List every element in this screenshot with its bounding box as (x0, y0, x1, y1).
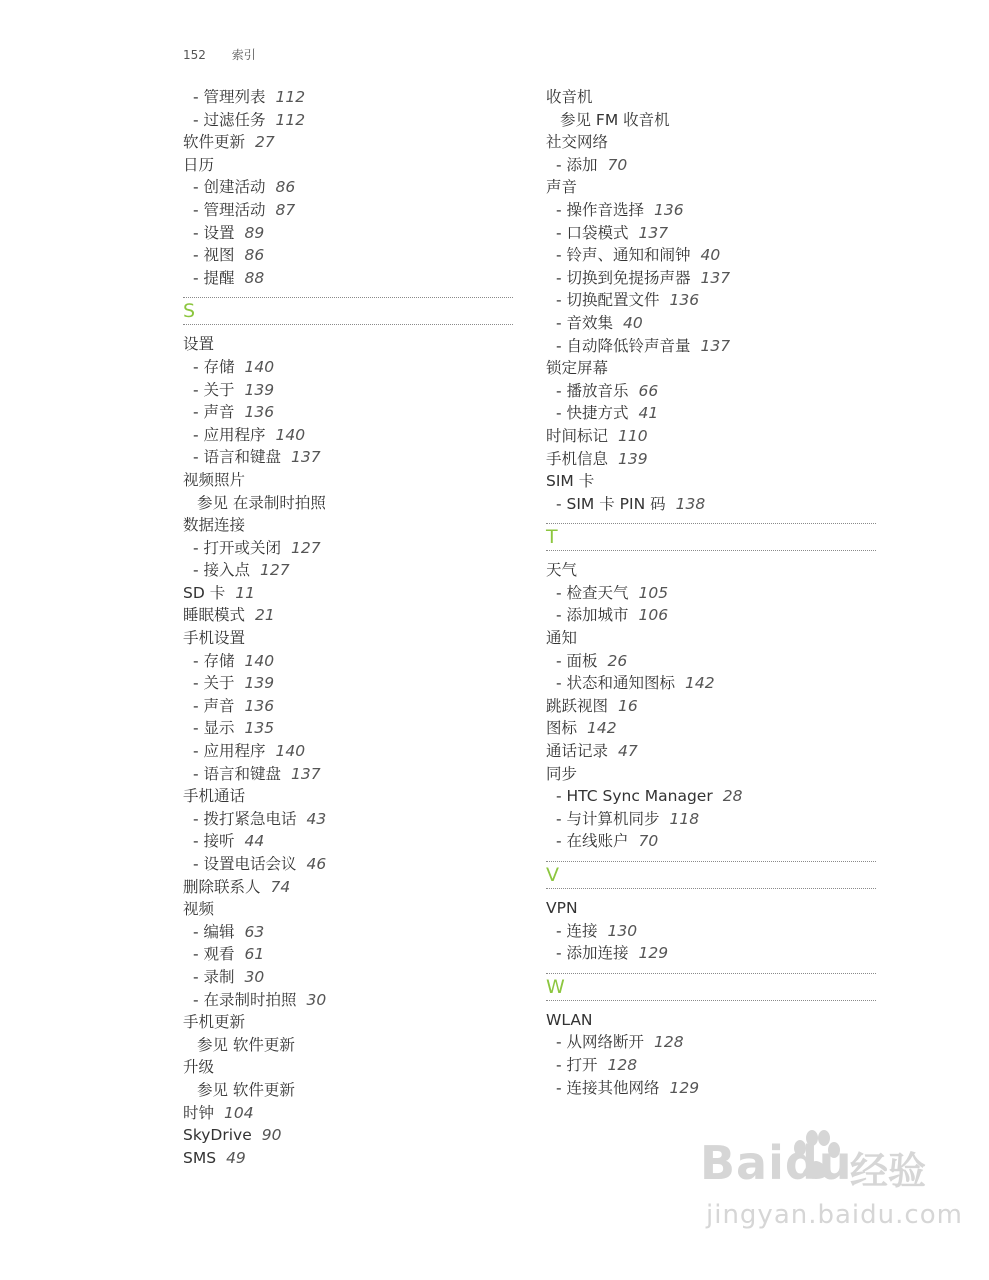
page-reference-link[interactable]: 129 (638, 944, 669, 963)
index-subentry (183, 921, 513, 944)
entry-text: 删除联系人 (183, 877, 261, 896)
entry-text: - 添加 (556, 155, 598, 174)
page-reference-link[interactable]: 139 (618, 449, 648, 468)
index-entry (546, 357, 876, 380)
page-reference-link[interactable]: 88 (244, 268, 265, 287)
entry-text: - 检查天气 (556, 583, 629, 602)
entry-text: - 关于 (193, 674, 235, 693)
index-subentry (546, 312, 876, 335)
page-reference-link[interactable]: 142 (587, 719, 617, 738)
page-reference-link[interactable]: 139 (244, 674, 275, 693)
index-letter-heading: V (546, 861, 876, 889)
index-see-also (183, 1034, 513, 1057)
entry-text: 锁定屏幕 (546, 359, 609, 378)
page-reference-link[interactable]: 30 (244, 967, 265, 986)
entry-text: - 关于 (193, 380, 235, 399)
entry-text: - 与计算机同步 (556, 809, 660, 828)
entry-text: - 语言和键盘 (193, 448, 282, 467)
page-reference-link[interactable]: 106 (638, 606, 669, 625)
page-reference-link[interactable]: 130 (607, 921, 638, 940)
page-reference-link[interactable]: 40 (623, 313, 643, 332)
entry-text: SD 卡 (183, 583, 226, 602)
index-subentry (546, 493, 876, 516)
entry-text: - 观看 (193, 945, 235, 964)
index-subentry (183, 808, 513, 831)
page-reference-link[interactable]: 128 (607, 1055, 638, 1074)
entry-text: - 在线账户 (556, 832, 629, 851)
page-reference-link[interactable]: 129 (669, 1078, 700, 1097)
entry-text: - 设置 (193, 223, 235, 242)
entry-text: - 管理活动 (193, 200, 266, 219)
page-reference-link[interactable]: 137 (291, 764, 321, 783)
page-reference-link[interactable]: 40 (700, 246, 721, 265)
entry-text: - 打开或关闭 (193, 538, 282, 557)
index-letter-heading: W (546, 973, 876, 1001)
index-subentry (183, 379, 513, 402)
index-subentry (183, 966, 513, 989)
index-letter-heading: T (546, 523, 876, 551)
index-entry (546, 740, 876, 763)
index-entry (546, 131, 876, 154)
page-reference-link[interactable]: 86 (244, 246, 265, 265)
index-subentry (546, 199, 876, 222)
entry-text: - 在录制时拍照 (193, 990, 297, 1009)
entry-text: 天气 (546, 561, 578, 580)
entry-text: 手机通话 (183, 787, 246, 806)
index-entry (546, 86, 876, 109)
entry-text: 跳跃视图 (546, 696, 609, 715)
page-reference-link[interactable]: 70 (607, 155, 628, 174)
index-subentry (183, 267, 513, 290)
index-subentry (546, 650, 876, 673)
entry-text: - SIM 卡 PIN 码 (556, 494, 666, 513)
page-reference-link[interactable]: 127 (260, 561, 290, 580)
baidu-watermark (700, 1128, 963, 1248)
entry-text: 参见 软件更新 (197, 1035, 295, 1054)
page-reference-link[interactable]: 137 (700, 336, 731, 355)
entry-text: 手机信息 (546, 449, 609, 468)
entry-text: 睡眠模式 (183, 606, 246, 625)
entry-text: 参见 FM 收音机 (560, 110, 670, 129)
entry-text: 收音机 (546, 88, 593, 106)
page-reference-link[interactable]: 140 (244, 357, 275, 376)
index-subentry (546, 808, 876, 831)
index-subentry (183, 717, 513, 740)
index-subentry (546, 785, 876, 808)
entry-text: - HTC Sync Manager (556, 787, 713, 806)
page-reference-link[interactable]: 61 (244, 945, 265, 964)
entry-text: - 创建活动 (193, 178, 266, 197)
index-subentry (183, 86, 513, 109)
index-subentry (183, 650, 513, 673)
page-reference-link[interactable]: 104 (224, 1103, 254, 1122)
index-subentry (183, 222, 513, 245)
index-entry (183, 898, 513, 921)
page-reference-link[interactable]: 136 (244, 403, 275, 422)
entry-text: - 声音 (193, 696, 235, 715)
page-reference-link[interactable]: 26 (607, 651, 628, 670)
page-reference-link[interactable]: 136 (244, 696, 275, 715)
index-subentry (183, 244, 513, 267)
index-column-left (183, 86, 513, 1169)
page-reference-link[interactable]: 21 (255, 606, 275, 625)
index-entry (183, 627, 513, 650)
page-reference-link[interactable]: 127 (291, 538, 321, 557)
index-entry (546, 897, 876, 920)
entry-text: - 快捷方式 (556, 404, 629, 423)
page-reference-link[interactable]: 63 (244, 922, 265, 941)
index-subentry (183, 109, 513, 132)
index-subentry (546, 402, 876, 425)
watermark-label: 经验 (850, 1149, 927, 1193)
page-reference-link[interactable]: 137 (291, 448, 321, 467)
entry-text: - 切换到免提扬声器 (556, 268, 691, 287)
section-title: 索引 (231, 48, 256, 62)
watermark-brand: Baidu (700, 1136, 853, 1190)
entry-text: 日历 (183, 155, 215, 174)
entry-text: - 存储 (193, 651, 235, 670)
entry-text: 社交网络 (546, 133, 609, 152)
index-entry (546, 176, 876, 199)
entry-text: SMS (183, 1148, 217, 1167)
entry-text: 视频 (183, 900, 215, 919)
page-reference-link[interactable]: 41 (638, 404, 659, 423)
index-entry (546, 1009, 876, 1032)
index-entry (183, 582, 513, 605)
entry-text: 时钟 (183, 1103, 215, 1122)
index-entry (546, 559, 876, 582)
entry-text: - 录制 (193, 967, 235, 986)
entry-text: 手机更新 (183, 1013, 246, 1032)
page-reference-link[interactable]: 11 (235, 583, 255, 602)
entry-text: 通知 (546, 629, 578, 648)
page-reference-link[interactable]: 47 (618, 742, 638, 761)
entry-text: - 打开 (556, 1055, 598, 1074)
page-reference-link[interactable]: 16 (618, 696, 638, 715)
page-reference-link[interactable]: 46 (306, 855, 327, 873)
entry-text: SIM 卡 (546, 472, 595, 491)
index-subentry (546, 380, 876, 403)
entry-text: - 切换配置文件 (556, 291, 660, 310)
index-entry (183, 514, 513, 537)
entry-text: 升级 (183, 1058, 215, 1077)
page-reference-link[interactable]: 112 (275, 88, 306, 106)
index-subentry (183, 943, 513, 966)
entry-text: - 声音 (193, 403, 235, 422)
index-entry (183, 1056, 513, 1079)
page-reference-link[interactable]: 86 (275, 178, 296, 197)
index-subentry (546, 830, 876, 853)
index-letter-heading: S (183, 297, 513, 325)
index-entry (183, 604, 513, 627)
page-reference-link[interactable]: 140 (275, 425, 306, 444)
page-reference-link[interactable]: 27 (255, 133, 275, 152)
page-reference-link[interactable]: 49 (226, 1148, 246, 1167)
index-entry (183, 131, 513, 154)
entry-text: - 应用程序 (193, 425, 266, 444)
page-reference-link[interactable]: 137 (638, 223, 669, 242)
page-reference-link[interactable]: 128 (654, 1033, 684, 1052)
index-subentry (183, 695, 513, 718)
entry-text: 同步 (546, 764, 578, 783)
entry-text: 设置 (183, 335, 215, 354)
index-subentry (546, 154, 876, 177)
index-entry (183, 469, 513, 492)
index-subentry (183, 176, 513, 199)
entry-text: - 面板 (556, 651, 598, 670)
page-reference-link[interactable]: 135 (244, 719, 275, 738)
index-subentry (546, 1054, 876, 1077)
entry-text: - 接入点 (193, 561, 251, 580)
index-entry (546, 763, 876, 786)
entry-text: WLAN (546, 1010, 593, 1029)
entry-text: - 视图 (193, 246, 235, 265)
index-subentry (183, 989, 513, 1012)
watermark-url: jingyan.baidu.com (706, 1200, 963, 1230)
entry-text: - 连接其他网络 (556, 1078, 660, 1097)
index-entry (546, 695, 876, 718)
page-reference-link[interactable]: 140 (244, 651, 275, 670)
page-reference-link[interactable]: 136 (669, 291, 700, 310)
index-subentry (546, 222, 876, 245)
index-subentry (546, 289, 876, 312)
entry-text: - 自动降低铃声音量 (556, 336, 691, 355)
entry-text: - 应用程序 (193, 742, 266, 761)
entry-text: - 添加连接 (556, 944, 629, 963)
page-reference-link[interactable]: 136 (654, 200, 684, 219)
page-reference-link[interactable]: 118 (669, 809, 700, 828)
index-subentry (183, 199, 513, 222)
page-reference-link[interactable]: 30 (306, 990, 327, 1009)
index-entry (183, 1124, 513, 1147)
entry-text: 参见 软件更新 (197, 1080, 295, 1099)
index-entry (546, 448, 876, 471)
index-entry (546, 425, 876, 448)
index-subentry (183, 559, 513, 582)
index-entry (183, 876, 513, 899)
index-subentry (183, 401, 513, 424)
index-subentry (183, 537, 513, 560)
index-subentry (546, 1031, 876, 1054)
index-subentry (183, 424, 513, 447)
entry-text: - 提醒 (193, 268, 235, 287)
index-subentry (546, 920, 876, 943)
page-reference-link[interactable]: 138 (675, 494, 706, 513)
entry-text: - 过滤任务 (193, 110, 266, 129)
entry-text: 图标 (546, 719, 578, 738)
index-entry (546, 470, 876, 493)
entry-text: - 口袋模式 (556, 223, 629, 242)
page-header (183, 46, 256, 63)
entry-text: 参见 在录制时拍照 (197, 493, 326, 512)
index-subentry (546, 335, 876, 358)
page-reference-link[interactable]: 74 (270, 877, 291, 896)
entry-text: - 编辑 (193, 922, 235, 941)
index-subentry (183, 830, 513, 853)
index-subentry (546, 582, 876, 605)
index-column-right (546, 86, 876, 1099)
entry-text: VPN (546, 899, 578, 917)
page-reference-link[interactable]: 139 (244, 380, 275, 399)
page-reference-link[interactable]: 70 (638, 832, 659, 851)
entry-text: - 播放音乐 (556, 381, 629, 400)
page-reference-link[interactable]: 140 (275, 742, 306, 761)
entry-text: SkyDrive (183, 1126, 252, 1145)
entry-text: - 添加城市 (556, 606, 629, 625)
index-subentry (183, 763, 513, 786)
page-reference-link[interactable]: 105 (638, 583, 669, 602)
entry-text: - 管理列表 (193, 88, 266, 106)
page-reference-link[interactable]: 43 (306, 809, 327, 828)
index-subentry (546, 267, 876, 290)
entry-text: - 连接 (556, 921, 598, 940)
index-subentry (546, 244, 876, 267)
entry-text: - 接听 (193, 832, 235, 851)
entry-text: - 设置电话会议 (193, 855, 297, 873)
page-reference-link[interactable]: 90 (261, 1126, 282, 1145)
index-subentry (546, 942, 876, 965)
entry-text: 时间标记 (546, 426, 609, 445)
index-see-also (546, 109, 876, 132)
index-entry (546, 627, 876, 650)
index-subentry (183, 853, 513, 876)
page-reference-link[interactable]: 28 (722, 787, 743, 806)
index-subentry (546, 1077, 876, 1100)
index-subentry (183, 356, 513, 379)
entry-text: - 语言和键盘 (193, 764, 282, 783)
index-subentry (183, 672, 513, 695)
index-entry (183, 1147, 513, 1170)
index-entry (183, 785, 513, 808)
page-number: 152 (183, 48, 206, 62)
index-entry (183, 333, 513, 356)
entry-text: - 操作音选择 (556, 200, 645, 219)
index-subentry (183, 740, 513, 763)
page-reference-link[interactable]: 89 (244, 223, 265, 242)
entry-text: 视频照片 (183, 470, 246, 489)
entry-text: 手机设置 (183, 629, 246, 648)
entry-text: 声音 (546, 178, 578, 197)
entry-text: - 从网络断开 (556, 1033, 645, 1052)
entry-text: 通话记录 (546, 742, 609, 761)
page-reference-link[interactable]: 112 (275, 110, 306, 129)
index-see-also (183, 1079, 513, 1102)
index-subentry (546, 672, 876, 695)
page-reference-link[interactable]: 142 (685, 674, 715, 693)
index-subentry (183, 446, 513, 469)
index-entry (183, 154, 513, 177)
entry-text: - 拨打紧急电话 (193, 809, 297, 828)
page-reference-link[interactable]: 110 (618, 426, 648, 445)
index-subentry (546, 604, 876, 627)
entry-text: - 状态和通知图标 (556, 674, 676, 693)
page-reference-link[interactable]: 137 (700, 268, 731, 287)
entry-text: 软件更新 (183, 133, 246, 152)
index-see-also (183, 492, 513, 515)
entry-text: 数据连接 (183, 516, 246, 535)
page-reference-link[interactable]: 44 (244, 832, 265, 851)
index-entry (183, 1011, 513, 1034)
entry-text: - 音效集 (556, 313, 614, 332)
entry-text: - 铃声、通知和闹钟 (556, 246, 691, 265)
entry-text: - 显示 (193, 719, 235, 738)
index-entry (546, 717, 876, 740)
index-entry (183, 1102, 513, 1125)
page-reference-link[interactable]: 66 (638, 381, 659, 400)
entry-text: - 存储 (193, 357, 235, 376)
page-reference-link[interactable]: 87 (275, 200, 296, 219)
